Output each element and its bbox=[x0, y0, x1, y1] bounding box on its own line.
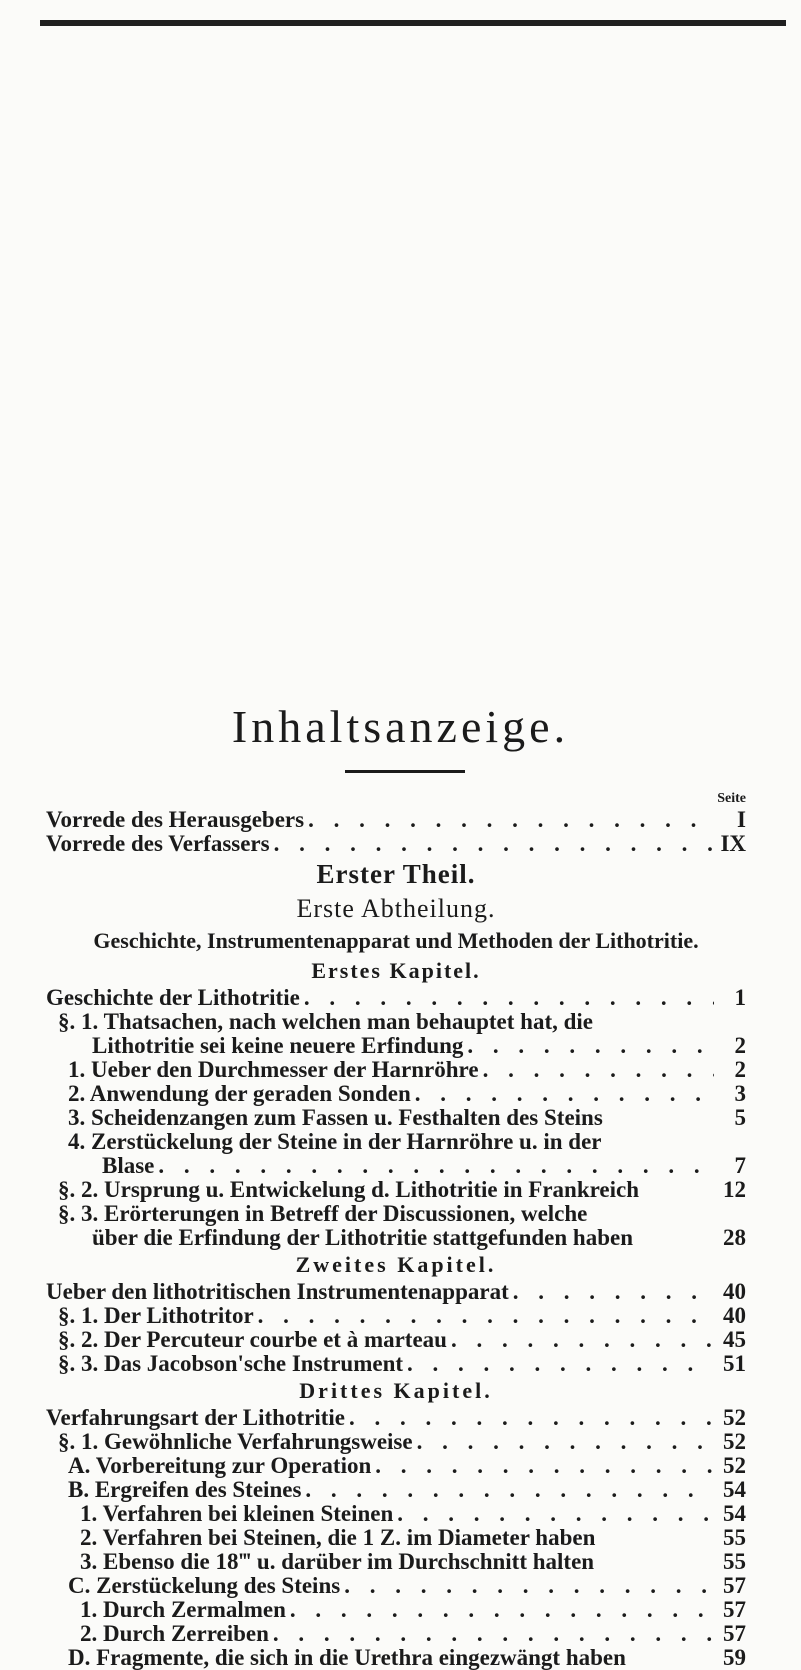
toc-page-number: 2 bbox=[734, 1033, 746, 1058]
toc-entry-text: Vorrede des Verfassers bbox=[46, 831, 270, 856]
dot-leader bbox=[290, 1598, 714, 1622]
toc-entry-text: §. 1. Der Lithotritor bbox=[58, 1303, 254, 1328]
toc-entry-text: 1. Verfahren bei kleinen Steinen bbox=[80, 1501, 394, 1526]
dot-leader bbox=[158, 1154, 714, 1178]
toc-page-number: 55 bbox=[723, 1549, 746, 1574]
dot-leader bbox=[397, 1502, 714, 1526]
dot-leader bbox=[344, 1574, 714, 1598]
toc-entry[interactable] bbox=[46, 1598, 746, 1622]
toc-entry[interactable] bbox=[46, 1178, 746, 1202]
toc-page-number: 52 bbox=[723, 1429, 746, 1454]
chapter-heading: Zweites Kapitel. bbox=[295, 1252, 497, 1277]
toc-entry-text: 1. Durch Zermalmen bbox=[80, 1597, 286, 1622]
toc-entry[interactable] bbox=[46, 1430, 746, 1454]
toc-entry-text: Ueber den lithotritischen Instrumentenapparat bbox=[46, 1279, 509, 1304]
division-subtitle: Geschichte, Instrumentenapparat und Methoden der Lithotritie. bbox=[93, 928, 699, 953]
toc-entry[interactable] bbox=[46, 1328, 746, 1352]
toc-page-number: 28 bbox=[723, 1225, 746, 1250]
toc-entry-text: 2. Verfahren bei Steinen, die 1 Z. im Diameter haben bbox=[80, 1525, 596, 1550]
dot-leader bbox=[415, 1082, 714, 1106]
toc-chapter-title[interactable] bbox=[46, 1280, 746, 1304]
title-underline-rule bbox=[345, 770, 465, 773]
toc-entry[interactable] bbox=[46, 1550, 746, 1574]
dot-leader bbox=[483, 1058, 714, 1082]
toc-page-number: 59 bbox=[723, 1645, 746, 1670]
dot-leader bbox=[467, 1034, 714, 1058]
toc-chapter-title[interactable] bbox=[46, 1406, 746, 1430]
toc-entry-text: Vorrede des Herausgebers bbox=[46, 807, 305, 832]
toc-entry-text: A. Vorbereitung zur Operation bbox=[68, 1453, 372, 1478]
toc-page-number: 55 bbox=[723, 1525, 746, 1550]
toc-entry-text: §. 1. Gewöhnliche Verfahrungsweise bbox=[58, 1429, 413, 1454]
toc-entry[interactable] bbox=[46, 1646, 746, 1670]
toc-entry[interactable] bbox=[46, 1622, 746, 1646]
toc-entry-line: §. 1. Thatsachen, nach welchen man behauptet hat, die bbox=[58, 1009, 594, 1034]
toc-entry[interactable] bbox=[46, 1574, 746, 1598]
chapters-container bbox=[46, 956, 746, 1670]
toc-page-number: I bbox=[737, 807, 746, 832]
toc-chapter-title[interactable] bbox=[46, 986, 746, 1010]
toc-entry-text: §. 3. Das Jacobson'sche Instrument bbox=[58, 1351, 404, 1376]
toc-entry-vorrede-herausgeber[interactable] bbox=[46, 808, 746, 832]
toc-entry-line: 4. Zerstückelung der Steine in der Harnröhre u. in der bbox=[68, 1129, 602, 1154]
toc-entry-text: B. Ergreifen des Steines bbox=[68, 1477, 302, 1502]
toc-entry-line: §. 3. Erörterungen in Betreff der Discussionen, welche bbox=[58, 1201, 588, 1226]
toc-entry-text: Geschichte der Lithotritie bbox=[46, 985, 300, 1010]
dot-leader bbox=[304, 986, 714, 1010]
toc-entry-text: §. 2. Der Percuteur courbe et à marteau bbox=[58, 1327, 447, 1352]
toc-entry-text: §. 2. Ursprung u. Entwickelung d. Lithotritie in Frankreich bbox=[58, 1177, 640, 1202]
toc-page-number: 7 bbox=[734, 1153, 746, 1178]
toc-entry[interactable] bbox=[46, 1226, 746, 1250]
part-heading: Erster Theil. bbox=[316, 859, 476, 889]
dot-leader bbox=[349, 1406, 714, 1430]
chapter-heading: Erstes Kapitel. bbox=[311, 958, 481, 983]
toc-entry-text: 2. Anwendung der geraden Sonden bbox=[68, 1081, 411, 1106]
toc-entry[interactable] bbox=[46, 1526, 746, 1550]
table-of-contents bbox=[46, 790, 746, 1670]
toc-page-number: 2 bbox=[734, 1057, 746, 1082]
toc-entry[interactable] bbox=[46, 1058, 746, 1082]
dot-leader bbox=[273, 1622, 714, 1646]
toc-page-number: 40 bbox=[723, 1303, 746, 1328]
page-title: Inhaltsanzeige. bbox=[231, 701, 570, 752]
toc-entry-text: Blase bbox=[102, 1153, 155, 1178]
dot-leader bbox=[258, 1304, 714, 1328]
toc-entry-text: D. Fragmente, die sich in die Urethra eingezwängt haben bbox=[68, 1645, 626, 1670]
toc-entry[interactable] bbox=[46, 1478, 746, 1502]
toc-entry[interactable] bbox=[46, 1352, 746, 1376]
dot-leader bbox=[274, 832, 714, 856]
toc-entry[interactable] bbox=[46, 1502, 746, 1526]
toc-page-number: 57 bbox=[723, 1621, 746, 1646]
toc-page-number: 52 bbox=[723, 1453, 746, 1478]
toc-page-number: 1 bbox=[734, 985, 746, 1010]
toc-entry-text: 3. Scheidenzangen zum Fassen u. Festhalten des Steins bbox=[68, 1105, 603, 1130]
toc-page-number: 54 bbox=[723, 1477, 746, 1502]
toc-entry-text: 2. Durch Zerreiben bbox=[80, 1621, 269, 1646]
dot-leader bbox=[407, 1352, 714, 1376]
top-border-rule bbox=[40, 20, 786, 26]
toc-page-number: 45 bbox=[723, 1327, 746, 1352]
dot-leader bbox=[451, 1328, 714, 1352]
toc-page-number: 57 bbox=[723, 1597, 746, 1622]
toc-entry[interactable] bbox=[46, 1034, 746, 1058]
toc-page-number: 12 bbox=[723, 1177, 746, 1202]
toc-page-number: 51 bbox=[723, 1351, 746, 1376]
toc-page-number: 5 bbox=[734, 1105, 746, 1130]
toc-page-number: 54 bbox=[723, 1501, 746, 1526]
dot-leader bbox=[308, 808, 714, 832]
page-column-label: Seite bbox=[717, 791, 746, 806]
toc-entry[interactable] bbox=[46, 1304, 746, 1328]
toc-page-number: 3 bbox=[734, 1081, 746, 1106]
toc-entry-vorrede-verfasser[interactable] bbox=[46, 832, 746, 856]
toc-entry[interactable] bbox=[46, 1106, 746, 1130]
toc-page-number: 57 bbox=[723, 1573, 746, 1598]
toc-page-number: 52 bbox=[723, 1405, 746, 1430]
division-heading: Erste Abtheilung. bbox=[296, 894, 496, 923]
toc-entry-text: Lithotritie sei keine neuere Erfindung bbox=[92, 1033, 464, 1058]
toc-entry-text: 3. Ebenso die 18‴ u. darüber im Durchschnitt halten bbox=[80, 1549, 595, 1574]
toc-entry[interactable] bbox=[46, 1154, 746, 1178]
dot-leader bbox=[375, 1454, 714, 1478]
toc-entry-text: C. Zerstückelung des Steins bbox=[68, 1573, 341, 1598]
toc-page-number: IX bbox=[720, 831, 746, 856]
dot-leader bbox=[305, 1478, 714, 1502]
dot-leader bbox=[417, 1430, 714, 1454]
toc-entry[interactable] bbox=[46, 1082, 746, 1106]
dot-leader bbox=[513, 1280, 714, 1304]
toc-entry-text: 1. Ueber den Durchmesser der Harnröhre bbox=[68, 1057, 479, 1082]
toc-entry-text: Verfahrungsart der Lithotritie bbox=[46, 1405, 345, 1430]
chapter-heading: Drittes Kapitel. bbox=[299, 1378, 493, 1403]
toc-page-number: 40 bbox=[723, 1279, 746, 1304]
toc-entry-text: über die Erfindung der Lithotritie stattgefunden haben bbox=[92, 1225, 633, 1250]
toc-entry[interactable] bbox=[46, 1454, 746, 1478]
